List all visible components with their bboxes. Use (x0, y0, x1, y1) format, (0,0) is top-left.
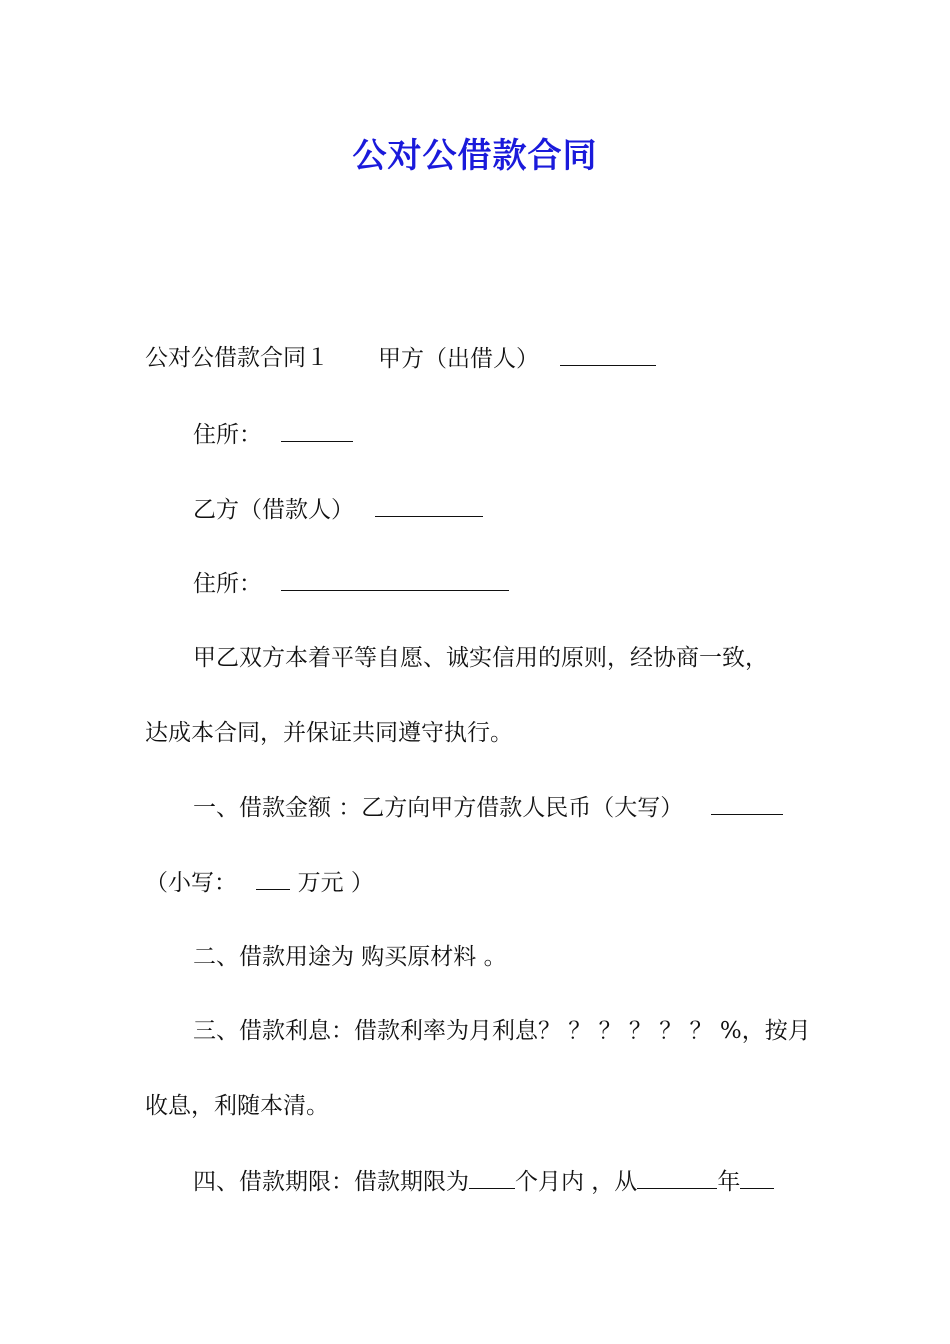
party-a-address-line (193, 419, 353, 450)
party-b-line (193, 494, 483, 525)
clause-2-line (193, 942, 507, 972)
party-b-label: 乙方（借款人） (193, 497, 354, 523)
paragraph-intro-line1 (193, 643, 768, 673)
amount-small-prefix: （小写： (145, 870, 237, 896)
party-b-address-label: 住所： (193, 571, 262, 597)
clause-4-mid: 个月内 ，从 (515, 1169, 638, 1195)
term-months-blank (469, 1166, 515, 1189)
party-b-blank (375, 494, 483, 517)
clause-3-text: 三、借款利息：借款利率为月利息？ ？ ？ ？ ？ ？ %，按月 (193, 1018, 811, 1044)
party-a-line (378, 343, 656, 374)
clause-3-line1 (193, 1016, 811, 1046)
party-a-address-blank (281, 419, 353, 442)
intro-text-2: 达成本合同，并保证共同遵守执行。 (145, 720, 513, 746)
clause-1-line1 (193, 792, 783, 823)
amount-capital-blank (711, 792, 783, 815)
clause-1-text: 一、借款金额 ：乙方向甲方借款人民币（大写） (193, 795, 684, 821)
party-a-address-label: 住所： (193, 422, 262, 448)
amount-small-blank (256, 867, 290, 890)
paragraph-intro-line2 (145, 718, 513, 748)
clause-3-line2 (145, 1091, 329, 1121)
party-a-label: 甲方（出借人） (378, 346, 539, 372)
party-a-blank (560, 343, 656, 366)
clause-3-text-cont: 收息，利随本清。 (145, 1093, 329, 1119)
document-title: 公对公借款合同 (352, 136, 598, 176)
party-b-address-blank (281, 568, 509, 591)
contract-heading-line (145, 343, 329, 373)
clause-1-line2 (145, 867, 374, 898)
amount-small-suffix: 万元 ） (297, 870, 374, 896)
clause-2-text: 二、借款用途为 购买原材料 。 (193, 944, 507, 970)
contract-number-label: 公对公借款合同１ (145, 345, 329, 371)
clause-4-prefix: 四、借款期限：借款期限为 (193, 1169, 469, 1195)
clause-4-line (193, 1166, 774, 1197)
start-year-blank (637, 1166, 717, 1189)
clause-4-year: 年 (717, 1169, 741, 1195)
party-b-address-line (193, 568, 509, 599)
start-month-blank (740, 1166, 774, 1189)
intro-text-1: 甲乙双方本着平等自愿、诚实信用的原则，经协商一致， (193, 645, 768, 671)
